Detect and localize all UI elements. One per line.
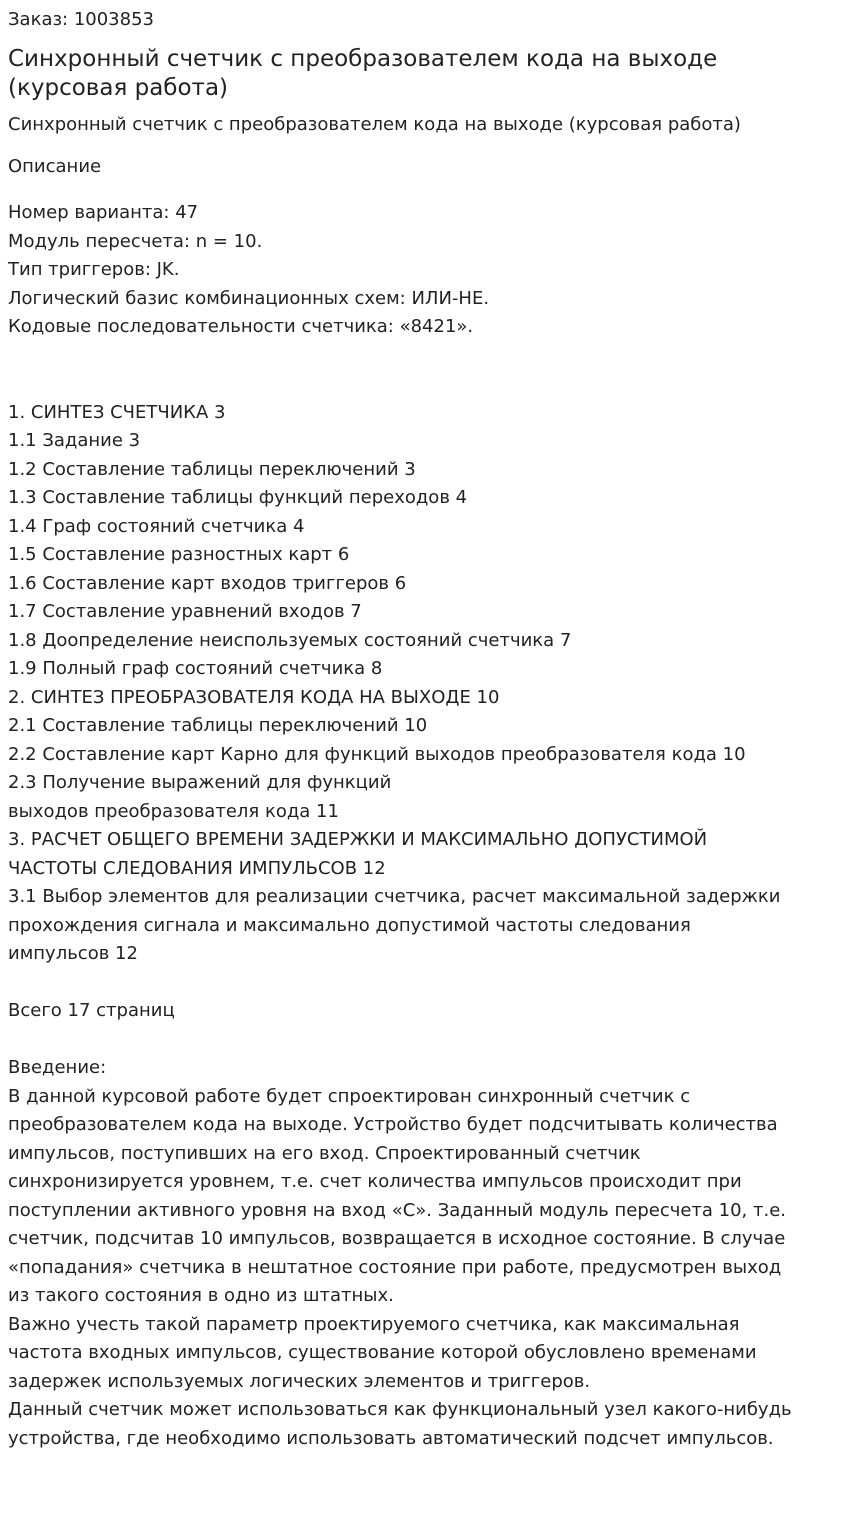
toc-item: 1.9 Полный граф состояний счетчика 8	[8, 658, 383, 679]
pages-total	[8, 997, 839, 1026]
toc-item: 1.1 Задание 3	[8, 430, 141, 451]
toc-item: импульсов 12	[8, 943, 138, 964]
toc-item: 1.6 Составление карт входов триггеров 6	[8, 572, 407, 594]
toc-item: выходов преобразователя кода 11	[8, 800, 339, 822]
toc-item: 1.2 Составление таблицы переключений 3	[8, 458, 416, 480]
toc-item: 3.1 Выбор элементов для реализации счетчика, расчет максимальной задержки	[8, 886, 781, 907]
intro-line: счетчик, подсчитав 10 импульсов, возвращается в исходное состояние. В случае	[8, 1228, 786, 1249]
intro-line: преобразователем кода на выходе. Устройство будет подсчитывать количества	[8, 1114, 778, 1135]
toc-item: 2.3 Получение выражений для функций	[8, 772, 392, 793]
description-heading: Описание	[8, 156, 102, 177]
param-line: Логический базис комбинационных схем: ИЛИ-НЕ.	[8, 287, 490, 309]
intro-heading: Введение:	[8, 1057, 107, 1078]
param-line: Модуль пересчета: n = 10.	[8, 230, 263, 252]
intro-line: В данной курсовой работе будет спроектирован синхронный счетчик с	[8, 1085, 691, 1107]
toc-item: 2.2 Составление карт Карно для функций выходов преобразователя кода 10	[8, 743, 746, 765]
spacer	[8, 342, 839, 399]
param-line: Номер варианта: 47	[8, 202, 199, 223]
toc-item: прохождения сигнала и максимально допустимой частоты следования	[8, 914, 691, 936]
intro-line: синхронизируется уровнем, т.е. счет количества импульсов происходит при	[8, 1171, 742, 1192]
spacer	[8, 179, 839, 199]
toc-item: 2.1 Составление таблицы переключений 10	[8, 715, 428, 736]
order-number: Заказ: 1003853	[8, 9, 154, 30]
toc-item: 1.8 Доопределение неиспользуемых состояний счетчика 7	[8, 629, 572, 651]
toc-item: 3. РАСЧЕТ ОБЩЕГО ВРЕМЕНИ ЗАДЕРЖКИ И МАКСИМАЛЬНО ДОПУСТИМОЙ	[8, 829, 708, 850]
page-subtitle: Синхронный счетчик с преобразователем кода на выходе (курсовая работа)	[8, 114, 741, 135]
param-line: Тип триггеров: JK.	[8, 259, 180, 280]
intro-line: Важно учесть такой параметр проектируемого счетчика, как максимальная	[8, 1313, 740, 1335]
variant-parameters	[8, 199, 839, 342]
toc-item: 1. СИНТЕЗ СЧЕТЧИКА 3	[8, 401, 226, 423]
intro-line: частота входных импульсов, существование которой обусловлено временами	[8, 1342, 757, 1363]
toc-item: 1.7 Составление уравнений входов 7	[8, 601, 362, 622]
intro-line: Данный счетчик может использоваться как функциональный узел какого-нибудь	[8, 1399, 792, 1420]
intro-line: из такого состояния в одно из штатных.	[8, 1285, 394, 1306]
table-of-contents	[8, 399, 839, 969]
intro-line: «попадания» счетчика в нештатное состояние при работе, предусмотрен выход	[8, 1256, 782, 1278]
page-title: Синхронный счетчик с преобразователем кода на выходе (курсовая работа)	[8, 46, 718, 101]
toc-item: ЧАСТОТЫ СЛЕДОВАНИЯ ИМПУЛЬСОВ 12	[8, 857, 386, 879]
spacer	[8, 1026, 839, 1055]
intro-line: поступлении активного уровня на вход «С». Заданный модуль пересчета 10, т.е.	[8, 1199, 787, 1221]
toc-item: 2. СИНТЕЗ ПРЕОБРАЗОВАТЕЛЯ КОДА НА ВЫХОДЕ 10	[8, 686, 500, 708]
introduction	[8, 1054, 839, 1453]
toc-item: 1.3 Составление таблицы функций переходов 4	[8, 487, 468, 508]
intro-line: импульсов, поступивших на его вход. Спроектированный счетчик	[8, 1142, 641, 1164]
param-line: Кодовые последовательности счетчика: «8421».	[8, 316, 474, 337]
intro-line: устройства, где необходимо использовать автоматический подсчет импульсов.	[8, 1427, 774, 1449]
spacer	[8, 969, 839, 998]
intro-line: задержек используемых логических элементов и триггеров.	[8, 1370, 591, 1392]
toc-item: 1.4 Граф состояний счетчика 4	[8, 515, 305, 537]
toc-item: 1.5 Составление разностных карт 6	[8, 544, 350, 565]
pages-total-text: Всего 17 страниц	[8, 1000, 175, 1021]
